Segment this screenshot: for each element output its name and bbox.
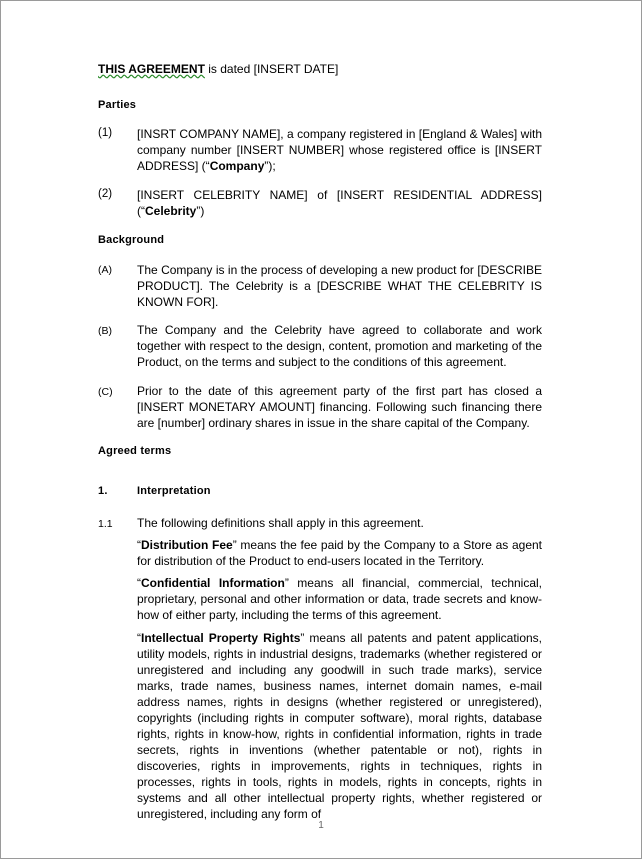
title-bold: THIS AGREEMENT [98, 62, 205, 76]
recital-number: (B) [98, 325, 112, 337]
definition-confidential-information: “Confidential Information” means all financial, commercial, technical, proprietary, personal and other information or data, trade secrets and know-how of either party, including the terms of this agreement. [137, 576, 543, 622]
definition-distribution-fee: “Distribution Fee” means the fee paid by the Company to a Store as agent for distribution of the Product to end-users located in the Territory. [137, 538, 542, 568]
recital-b-text: The Company and the Celebrity have agreed to collaborate and work together with respect to the design, content, promotion and marketing of the Product, on the terms and subject to the conditions of this agreement. [137, 323, 542, 369]
party-number: (1) [98, 127, 113, 139]
party-1-text: [INSRT COMPANY NAME], a company registered in [England & Wales] with company number [INSERT NUMBER] whose registered office is [INSERT ADDRESS] (“Company”); [137, 127, 542, 173]
title-rest: is dated [INSERT DATE] [204, 62, 339, 76]
recital-a-text: The Company is in the process of developing a new product for [DESCRIBE PRODUCT]. The Celebrity is a [DESCRIBE WHAT THE CELEBRITY IS KNOWN FOR]. [137, 263, 542, 309]
recital-number: (C) [98, 386, 113, 398]
party-number: (2) [98, 188, 113, 200]
recital-c-text: Prior to the date of this agreement party of the first part has closed a [INSERT MONETARY AMOUNT] financing. Following such financing there are [number] ordinary shares in issue in the share capital of the Company. [137, 384, 542, 430]
clause-1-1-text: The following definitions shall apply in this agreement. [137, 516, 424, 530]
section-number: 1. [98, 485, 108, 497]
recital-number: (A) [98, 264, 112, 276]
agreed-terms-heading: Agreed terms [98, 445, 172, 457]
definition-intellectual-property-rights: “Intellectual Property Rights” means all patents and patent applications, utility models, rights in industrial designs, trademarks (whether registered or unregistered and including any goodwill in such trade marks), service marks, trade names, business names, internet domain names, e-mail address names, rights in designs (whether registered or unregistered), copyrights (including rights in computer software), moral rights, database rights, rights in know-how, rights in confidential information, rights in trade secrets, rights in inventions (whether patentable or not), rights in discoveries, rights in improvements, rights in techniques, rights in processes, rights in tools, rights in models, rights in concepts, rights in systems and all other intellectual property rights, whether registered or unregistered, including any form of [137, 631, 542, 821]
section-title: Interpretation [137, 485, 211, 497]
clause-number: 1.1 [98, 518, 113, 530]
agreement-title [98, 62, 338, 76]
background-heading: Background [98, 234, 165, 246]
party-2-text: [INSERT CELEBRITY NAME] of [INSERT RESIDENTIAL ADDRESS] (“Celebrity”) [137, 188, 542, 218]
page-number: 1 [318, 820, 324, 831]
parties-heading: Parties [98, 99, 137, 111]
